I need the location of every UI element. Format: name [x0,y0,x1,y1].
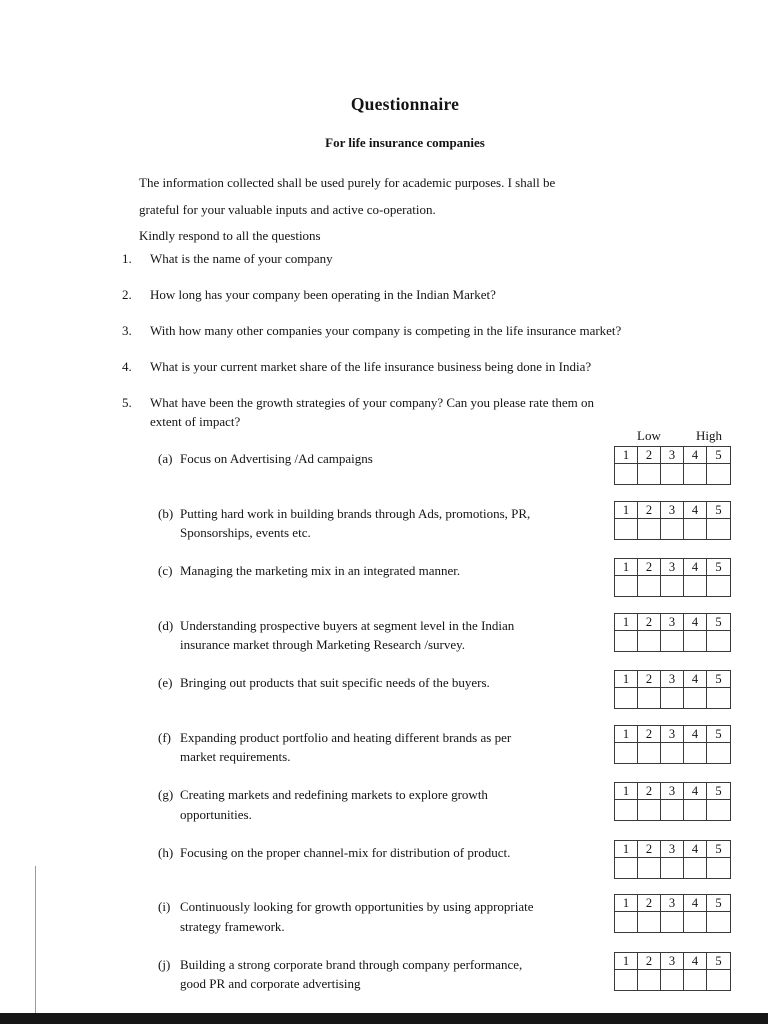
sub-item-lines [180,955,598,994]
sub-item-text-line: Focus on Advertising /Ad campaigns [180,451,373,466]
sub-item-row [158,613,731,655]
rating-cell-empty [615,688,638,708]
rating-cell-empty [707,631,730,651]
rating-cell-empty [707,576,730,596]
rating-cell-number: 5 [707,614,730,631]
sub-item-row [158,725,731,767]
sub-item-text [158,952,598,994]
rating-cell-empty [684,743,707,763]
sub-item-text-line: Managing the marketing mix in an integrated manner. [180,563,461,578]
rating-cell-number: 1 [615,895,638,912]
sub-item-row [158,952,731,994]
sub-item-lines [180,616,598,655]
question-text-line: What have been the growth strategies of your company? Can you please rate them on [150,395,595,410]
sub-item-label: (e) [158,675,173,690]
rating-cell-number: 3 [661,783,684,800]
scan-artifact-line [35,866,36,1014]
rating-table [614,725,731,764]
rating-cell-number: 5 [707,783,730,800]
rating-cell-number: 1 [615,841,638,858]
sub-item-lines [180,728,598,767]
question-number: 2. [122,287,132,302]
rating-table [614,782,731,821]
sub-item-label: (b) [158,505,174,521]
sub-item-row [158,840,731,879]
scale-labels [614,428,731,446]
rating-cell-number: 4 [684,726,707,743]
rating-cell-number: 2 [638,671,661,688]
rating-cell-number: 1 [615,726,638,743]
rating-table [614,446,731,485]
question-item [122,285,728,304]
rating-cell-empty [684,631,707,651]
rating-table [614,670,731,709]
rating-cell-number: 5 [707,502,730,519]
question-item [122,357,728,376]
question-text-line: What is your current market share of the life insurance business being done in India? [150,359,592,374]
question-text [150,393,728,431]
rating-table [614,840,731,879]
rating-cell-number: 1 [615,783,638,800]
rating-cell-empty [684,800,707,820]
rating-cell-empty [661,858,684,878]
rating-cell-number: 4 [684,559,707,576]
sub-item-row [158,558,731,597]
rating-cell-number: 5 [707,447,730,464]
rating-cell-number: 5 [707,671,730,688]
page-title: Questionnaire [350,94,460,114]
rating-cell-empty [638,464,661,484]
sub-item-text [158,782,598,824]
rating-cell-empty [684,576,707,596]
question-number: 1. [122,251,132,266]
rating-cell-empty [615,519,638,539]
sub-item-text-line: Putting hard work in building brands through Ads, promotions, PR, [180,505,531,521]
sub-item-text [158,840,598,879]
question-number: 5. [122,395,132,410]
rating-cell-empty [661,800,684,820]
rating-cell-empty [707,858,730,878]
sub-item-lines [180,843,598,863]
sub-item-lines [180,897,598,936]
rating-cell-number: 4 [684,895,707,912]
rating-cell-number: 1 [615,447,638,464]
rating-cell-number: 5 [707,895,730,912]
sub-item-row [158,670,731,709]
rating-cell-number: 2 [638,502,661,519]
rating-cell-number: 1 [615,614,638,631]
sub-item-text [158,725,598,767]
rating-cell-number: 3 [661,841,684,858]
question-text-line: How long has your company been operating in the Indian Market? [150,287,496,302]
sub-item-row [158,446,731,485]
sub-item-text-line: market requirements. [180,749,291,764]
viewer-bottom-bar [0,1013,768,1024]
rating-cell-number: 2 [638,559,661,576]
rating-cell-empty [684,464,707,484]
sub-item-text-line: insurance market through Marketing Research /survey. [180,637,466,652]
sub-item-row [158,782,731,824]
rating-section [158,428,731,1009]
rating-cell-empty [661,631,684,651]
sub-item-text-line: Sponsorships, events etc. [180,525,311,540]
rating-cell-number: 2 [638,953,661,970]
scale-header [158,428,731,446]
rating-cell-number: 3 [661,447,684,464]
question-text [150,357,728,376]
sub-item-label: (a) [158,451,173,466]
sub-item-row [158,894,731,936]
rating-cell-empty [707,970,730,990]
question-list [122,249,728,431]
rating-cell-number: 2 [638,783,661,800]
rating-cell-number: 3 [661,726,684,743]
rating-cell-empty [661,970,684,990]
intro-line: The information collected shall be used purely for academic purposes. I shall be [139,175,556,190]
rating-cell-number: 2 [638,726,661,743]
rating-cell-number: 5 [707,559,730,576]
rating-cell-number: 1 [615,953,638,970]
rating-table [614,558,731,597]
rating-cell-empty [638,800,661,820]
sub-item-text [158,613,598,655]
rating-cell-number: 4 [684,953,707,970]
rating-cell-empty [638,688,661,708]
rating-cell-empty [638,912,661,932]
intro-line: grateful for your valuable inputs and active co-operation. [139,201,436,217]
rating-cell-empty [684,970,707,990]
rating-cell-empty [638,970,661,990]
question-text [150,249,728,268]
sub-item-lines [180,449,598,469]
sub-item-text-line: Building a strong corporate brand through company performance, [180,956,523,972]
sub-item-text [158,670,598,709]
intro-line: Kindly respond to all the questions [139,228,321,243]
rating-table [614,894,731,933]
sub-item-text-line: Focusing on the proper channel-mix for distribution of product. [180,844,511,860]
rating-cell-number: 4 [684,671,707,688]
rating-cell-empty [615,743,638,763]
sub-item-label: (h) [158,844,174,860]
sub-item-text [158,894,598,936]
sub-item-label: (c) [158,563,173,578]
question-number: 4. [122,359,132,374]
rating-cell-empty [707,519,730,539]
rating-cell-number: 2 [638,895,661,912]
rating-cell-empty [707,688,730,708]
question-number: 3. [122,323,132,338]
sub-item-text-line: Expanding product portfolio and heating different brands as per [180,729,512,745]
question-text-line: What is the name of your company [150,251,333,266]
rating-cell-empty [638,576,661,596]
rating-cell-empty [638,631,661,651]
rating-cell-empty [638,858,661,878]
sub-item-label: (g) [158,787,174,802]
sub-item-label: (f) [158,729,171,745]
sub-item-text [158,501,598,543]
question-item [122,249,728,268]
rating-cell-number: 3 [661,502,684,519]
rating-cell-empty [615,631,638,651]
rating-cell-empty [638,519,661,539]
page-subtitle: For life insurance companies [325,135,485,150]
rating-cell-empty [684,912,707,932]
question-text-line: extent of impact? [150,414,241,429]
rating-cell-empty [684,519,707,539]
sub-item-text [158,558,598,597]
rating-cell-number: 5 [707,726,730,743]
rating-cell-number: 4 [684,783,707,800]
rating-cell-empty [615,912,638,932]
sub-item-row [158,501,731,543]
sub-item-lines [180,561,598,581]
rating-table [614,952,731,991]
intro-paragraph [139,170,679,250]
rating-cell-number: 3 [661,895,684,912]
rating-cell-number: 4 [684,841,707,858]
rating-cell-empty [707,912,730,932]
sub-item-label: (d) [158,617,174,633]
rating-cell-number: 2 [638,841,661,858]
rating-cell-number: 4 [684,502,707,519]
question-item [122,321,728,340]
rating-cell-number: 4 [684,614,707,631]
rating-cell-empty [615,800,638,820]
rating-cell-number: 3 [661,953,684,970]
rating-cell-number: 3 [661,614,684,631]
sub-item-label: (i) [158,899,171,914]
rating-cell-empty [707,800,730,820]
rating-cell-empty [661,743,684,763]
sub-item-list [158,446,731,994]
rating-cell-empty [661,519,684,539]
scale-low-label: Low [637,428,661,443]
rating-cell-empty [615,576,638,596]
question-text [150,285,728,304]
sub-item-text-line: good PR and corporate advertising [180,976,361,991]
question-text-line: With how many other companies your company is competing in the life insurance market? [150,323,622,338]
rating-cell-number: 4 [684,447,707,464]
rating-cell-empty [661,464,684,484]
rating-cell-number: 5 [707,953,730,970]
sub-item-text-line: Continuously looking for growth opportunities by using appropriate [180,899,534,914]
rating-cell-number: 5 [707,841,730,858]
sub-item-lines [180,673,598,693]
rating-cell-empty [661,576,684,596]
rating-cell-number: 1 [615,502,638,519]
rating-cell-empty [661,912,684,932]
rating-cell-number: 1 [615,559,638,576]
rating-cell-empty [615,858,638,878]
rating-table [614,501,731,540]
sub-item-text-line: strategy framework. [180,918,285,934]
rating-cell-number: 2 [638,614,661,631]
rating-cell-empty [615,970,638,990]
rating-cell-empty [684,858,707,878]
rating-cell-empty [638,743,661,763]
sub-item-label: (j) [158,956,171,972]
sub-item-text-line: opportunities. [180,806,252,822]
sub-item-lines [180,504,598,543]
rating-cell-empty [615,464,638,484]
question-text [150,321,728,340]
rating-cell-empty [707,743,730,763]
rating-table [614,613,731,652]
rating-cell-number: 1 [615,671,638,688]
sub-item-text [158,446,598,485]
rating-cell-empty [684,688,707,708]
sub-item-text-line: Bringing out products that suit specific needs of the buyers. [180,675,490,690]
sub-item-text-line: Creating markets and redefining markets to explore growth [180,787,488,802]
scale-high-label: High [696,428,722,443]
sub-item-text-line: Understanding prospective buyers at segment level in the Indian [180,617,515,633]
rating-cell-number: 2 [638,447,661,464]
rating-cell-empty [707,464,730,484]
rating-cell-number: 3 [661,559,684,576]
rating-cell-number: 3 [661,671,684,688]
rating-cell-empty [661,688,684,708]
question-item [122,393,728,431]
sub-item-lines [180,785,598,824]
